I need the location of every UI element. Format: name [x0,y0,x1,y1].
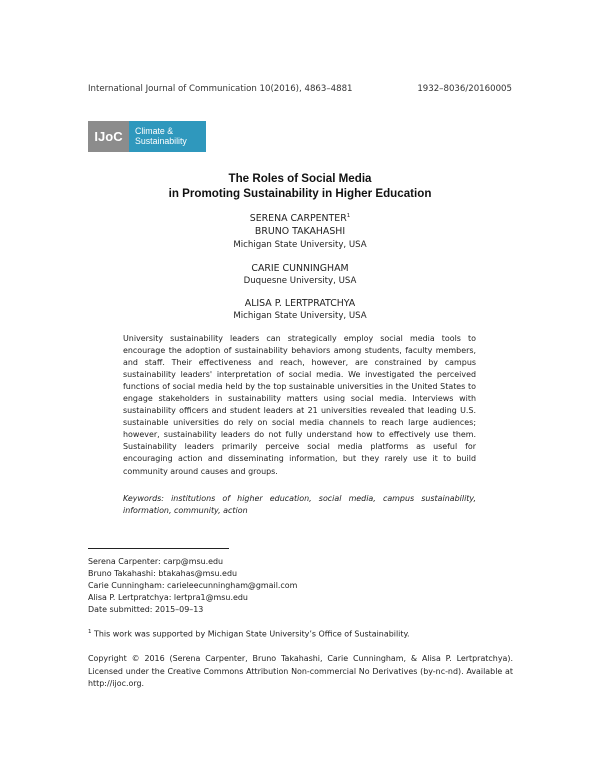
contact-lertpratchya: Alisa P. Lertpratchya: lertpra1@msu.edu [88,593,248,602]
date-submitted: Date submitted: 2015–09–13 [88,605,204,614]
author-1-footnote-marker: 1 [346,213,351,219]
logo-line-2: Sustainability [135,136,187,146]
contact-cunningham: Carie Cunningham: carieleecunningham@gmail.com [88,581,298,590]
contact-carpenter: Serena Carpenter: carp@msu.edu [88,557,224,566]
logo-section-name [129,121,206,152]
footnote-divider [88,548,229,549]
author-4-affiliation: Michigan State University, USA [233,311,367,321]
journal-citation: International Journal of Communication 10(2016), 4863–4881 [88,84,353,94]
funding-footnote-text: This work was supported by Michigan State University’s Office of Sustainability. [91,629,410,639]
journal-logo [88,121,206,152]
author-2-name: BRUNO TAKAHASHI [254,226,346,237]
copyright-notice: Copyright © 2016 (Serena Carpenter, Bruno Takahashi, Carie Cunningham, & Alisa P. Lertpratchya). Licensed under the Creative Commons Attribution Non-commercial No Derivatives (by-nc-nd). Available at http://ijoc.org. [88,654,513,688]
keywords: Keywords: institutions of higher education, social media, campus sustainability, information, community, action [123,494,476,515]
author-1-name: SERENA CARPENTER [249,213,347,225]
author-2-affiliation: Michigan State University, USA [233,240,367,250]
paper-title-line-1: The Roles of Social Media [228,172,372,185]
author-3-affiliation: Duquesne University, USA [243,276,357,286]
author-3-name: CARIE CUNNINGHAM [251,263,349,274]
issn: 1932–8036/20160005 [417,84,512,94]
author-4-name: ALISA P. LERTPRATCHYA [244,298,356,309]
author-1 [0,213,600,224]
funding-footnote-marker: 1 [88,629,92,635]
logo-abbreviation: IJoC [88,121,129,152]
funding-footnote [88,629,410,639]
abstract: University sustainability leaders can strategically employ social media tools to encourage the adoption of sustainability behaviors among students, faculty members, and staff. Their effectiveness and reach, however, are constrained by campus sustainability leaders' interpretation of social media. We investigated the perceived functions of social media held by the top sustainable universities in the United States to engage stakeholders in sustainability matters using social media. Interviews with sustainability officers and student leaders at 21 universities revealed that leading U.S. sustainable universities do rely on social media channels to reach large audiences; however, sustainability leaders do not fully understand how to effectively use them. Sustainability leaders primarily perceive social media platforms as useful for encouraging action and disseminating information, but they rarely use it to build community around causes and groups. [123,334,476,476]
logo-line-1: Climate & [135,126,174,136]
paper-title-line-2: in Promoting Sustainability in Higher Education [168,187,432,200]
contact-takahashi: Bruno Takahashi: btakahas@msu.edu [88,569,238,578]
